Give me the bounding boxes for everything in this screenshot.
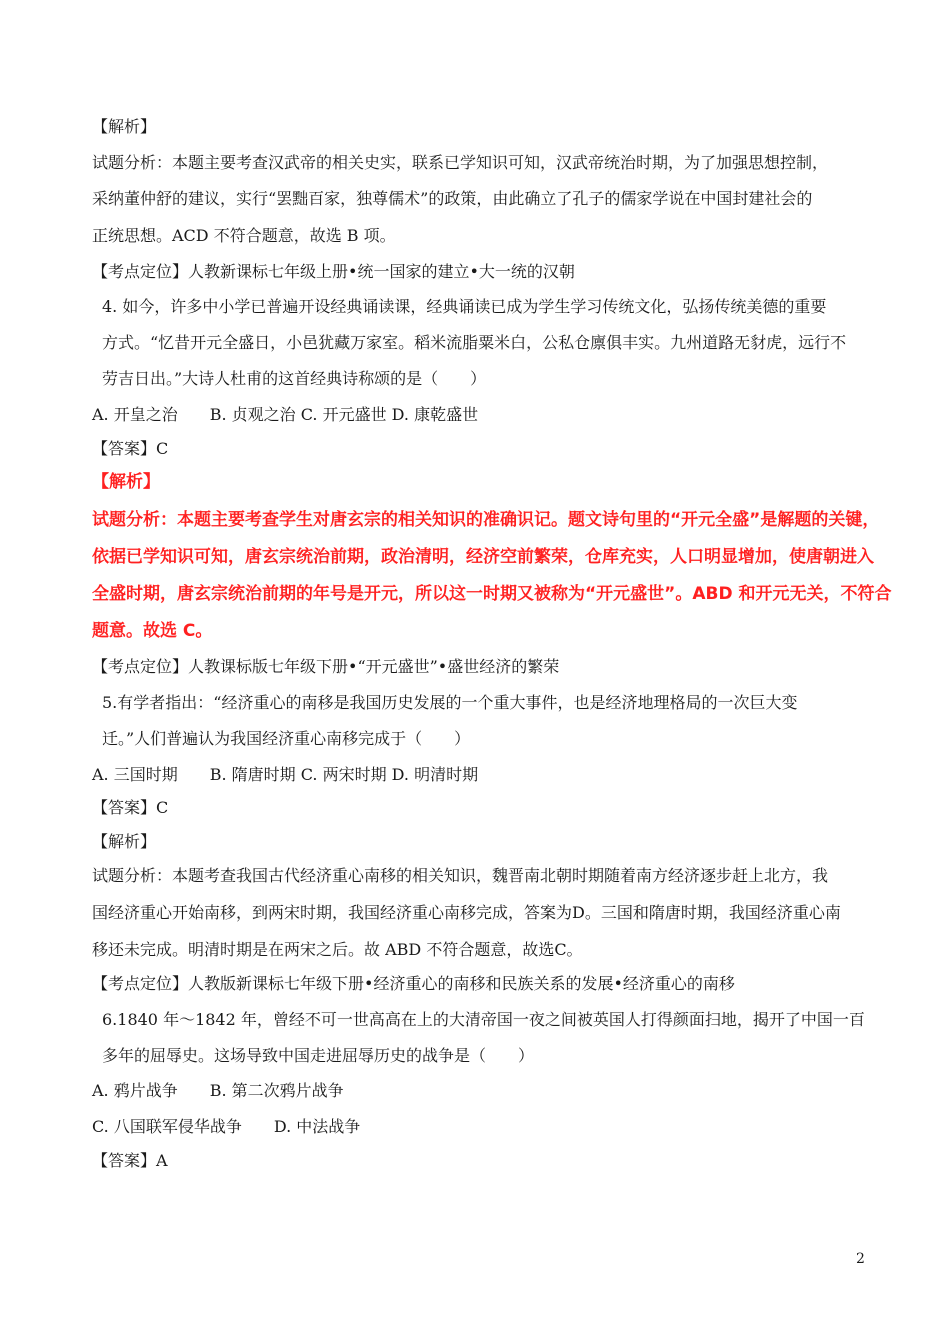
question-options: A. 鸦片战争 B. 第二次鸦片战争: [92, 1081, 344, 1100]
analysis-heading: 【解析】: [92, 117, 157, 136]
analysis-highlight-line: 题意。故选 C。: [92, 621, 213, 641]
question-text-line: 6.1840 年～1842 年，曾经不可一世高高在上的大清帝国一夜之间被英国人打得颜面扫地，揭开了中国一百: [102, 1010, 865, 1029]
analysis-highlight-line: 依据已学知识可知，唐玄宗统治前期，政治清明，经济空前繁荣，仓库充实，人口明显增加，使唐朝进入: [92, 547, 874, 567]
page-number: 2: [856, 1251, 865, 1267]
answer: 【答案】A: [92, 1151, 168, 1170]
question-text-line: 劳吉日出。”大诗人杜甫的这首经典诗称颂的是（ ）: [102, 369, 487, 388]
knowledge-point: 【考点定位】人教课标版七年级下册•“开元盛世”•盛世经济的繁荣: [92, 657, 560, 676]
question-options: C. 八国联军侵华战争 D. 中法战争: [92, 1117, 361, 1136]
question-text-line: 5.有学者指出：“经济重心的南移是我国历史发展的一个重大事件，也是经济地理格局的一次巨大变: [102, 693, 798, 712]
question-text-line: 多年的屈辱史。这场导致中国走进屈辱历史的战争是（ ）: [102, 1046, 535, 1065]
analysis-text-line: 移还未完成。明清时期是在两宋之后。故 ABD 不符合题意，故选C。: [92, 940, 583, 959]
knowledge-point: 【考点定位】人教版新课标七年级下册•经济重心的南移和民族关系的发展•经济重心的南移: [92, 974, 735, 993]
question-text-line: 迁。”人们普遍认为我国经济重心南移完成于（ ）: [102, 729, 471, 748]
analysis-heading-highlight: 【解析】: [92, 472, 160, 492]
question-options: A. 开皇之治 B. 贞观之治 C. 开元盛世 D. 康乾盛世: [92, 405, 479, 424]
analysis-text-line: 国经济重心开始南移，到两宋时期，我国经济重心南移完成，答案为D。三国和隋唐时期，我国经济重心南: [92, 903, 841, 922]
analysis-text-line: 采纳董仲舒的建议，实行“罢黜百家，独尊儒术”的政策，由此确立了孔子的儒家学说在中国封建社会的: [92, 189, 813, 208]
knowledge-point: 【考点定位】人教新课标七年级上册•统一国家的建立•大一统的汉朝: [92, 262, 575, 281]
analysis-highlight-line: 全盛时期，唐玄宗统治前期的年号是开元，所以这一时期又被称为“开元盛世”。ABD 和开元无关，不符合: [92, 584, 892, 604]
analysis-text-line: 正统思想。ACD 不符合题意，故选 B 项。: [92, 226, 396, 245]
answer: 【答案】C: [92, 798, 169, 817]
question-options: A. 三国时期 B. 隋唐时期 C. 两宋时期 D. 明清时期: [92, 765, 479, 784]
answer: 【答案】C: [92, 439, 169, 458]
analysis-text-line: 试题分析：本题考查我国古代经济重心南移的相关知识，魏晋南北朝时期随着南方经济逐步赶上北方，我: [92, 866, 829, 885]
question-text-line: 4. 如今，许多中小学已普遍开设经典诵读课，经典诵读已成为学生学习传统文化，弘扬传统美德的重要: [102, 297, 827, 316]
analysis-highlight-line: 试题分析：本题主要考查学生对唐玄宗的相关知识的准确识记。题文诗句里的“开元全盛”是解题的关键，: [92, 510, 880, 530]
question-text-line: 方式。“忆昔开元全盛日，小邑犹藏万家室。稻米流脂粟米白，公私仓廪俱丰实。九州道路无豺虎，远行不: [102, 333, 847, 352]
analysis-text-line: 试题分析：本题主要考查汉武帝的相关史实，联系已学知识可知，汉武帝统治时期，为了加强思想控制，: [92, 153, 829, 172]
analysis-heading: 【解析】: [92, 832, 157, 851]
